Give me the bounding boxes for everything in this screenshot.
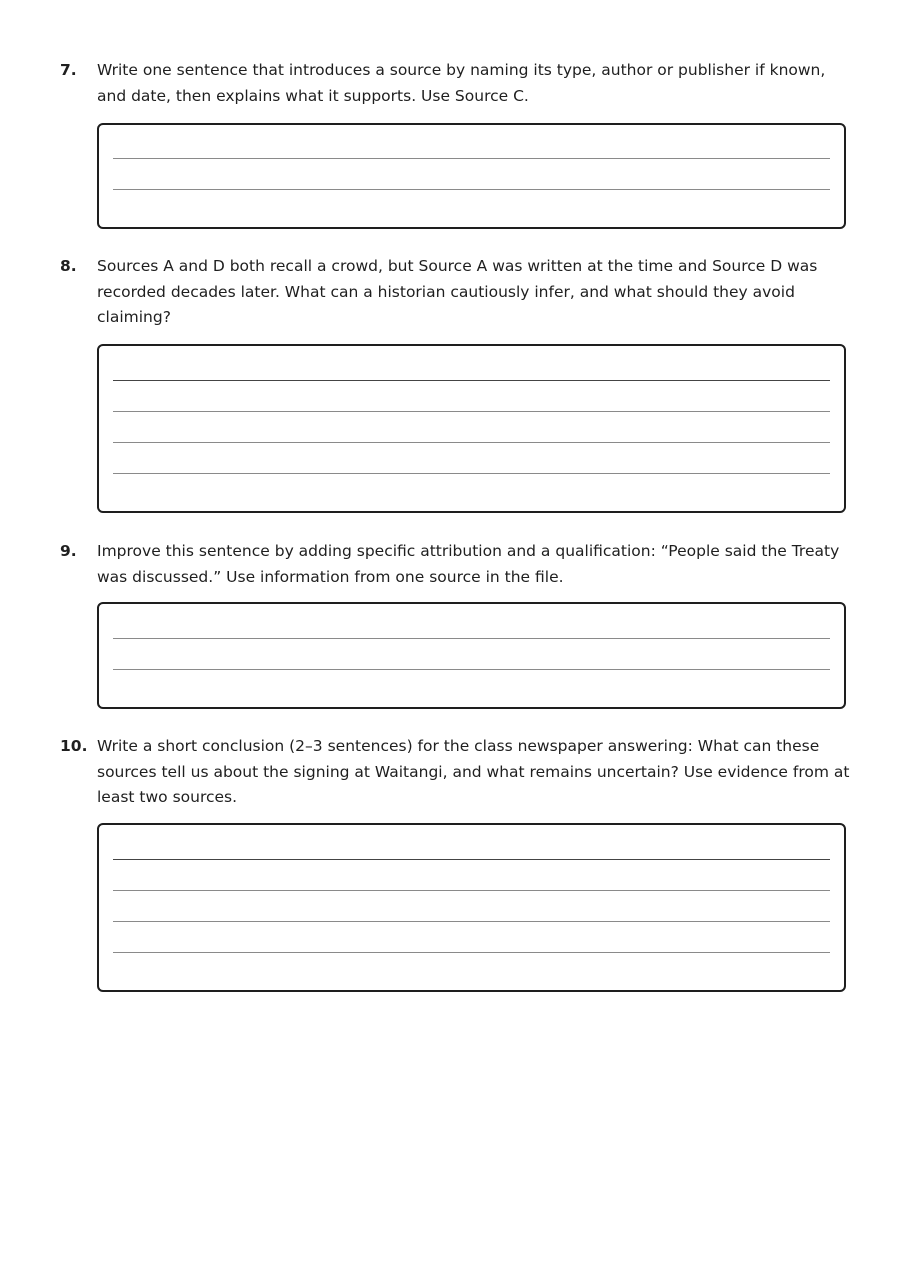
answer-line xyxy=(113,380,830,381)
question-text: Improve this sentence by adding specific attribution and a qualification: “People said the Treaty was discussed.” Use information from one source in the file. xyxy=(97,542,840,586)
answer-line xyxy=(113,189,830,190)
answer-box[interactable] xyxy=(97,344,846,513)
question-text: Write a short conclusion (2–3 sentences) for the class newspaper answering: What can these sources tell us about the signing at Waitangi, and what remains uncertain? Use evidence from at least two sources. xyxy=(97,737,850,806)
answer-line xyxy=(113,952,830,953)
answer-line xyxy=(113,411,830,412)
answer-line xyxy=(113,473,830,474)
answer-line xyxy=(113,859,830,860)
question-header xyxy=(60,254,850,331)
question-number: 8. xyxy=(60,257,77,275)
answer-box[interactable] xyxy=(97,123,846,229)
question-number: 10. xyxy=(60,737,88,755)
answer-box[interactable] xyxy=(97,602,846,709)
question-header xyxy=(60,58,850,109)
answer-line xyxy=(113,669,830,670)
answer-line xyxy=(113,158,830,159)
answer-line xyxy=(113,921,830,922)
question-text: Write one sentence that introduces a source by naming its type, author or publisher if known, and date, then explains what it supports. Use Source C. xyxy=(97,61,826,105)
question-number: 7. xyxy=(60,61,77,79)
answer-line xyxy=(113,890,830,891)
question-8 xyxy=(60,254,850,331)
question-7 xyxy=(60,58,850,109)
question-10 xyxy=(60,734,850,811)
answer-line xyxy=(113,638,830,639)
answer-box[interactable] xyxy=(97,823,846,992)
answer-line xyxy=(113,442,830,443)
question-number: 9. xyxy=(60,542,77,560)
question-header xyxy=(60,734,850,811)
question-header xyxy=(60,539,850,590)
question-9 xyxy=(60,539,850,590)
question-text: Sources A and D both recall a crowd, but Source A was written at the time and Source D was recorded decades later. What can a historian cautiously infer, and what should they avoid claiming? xyxy=(97,257,818,326)
